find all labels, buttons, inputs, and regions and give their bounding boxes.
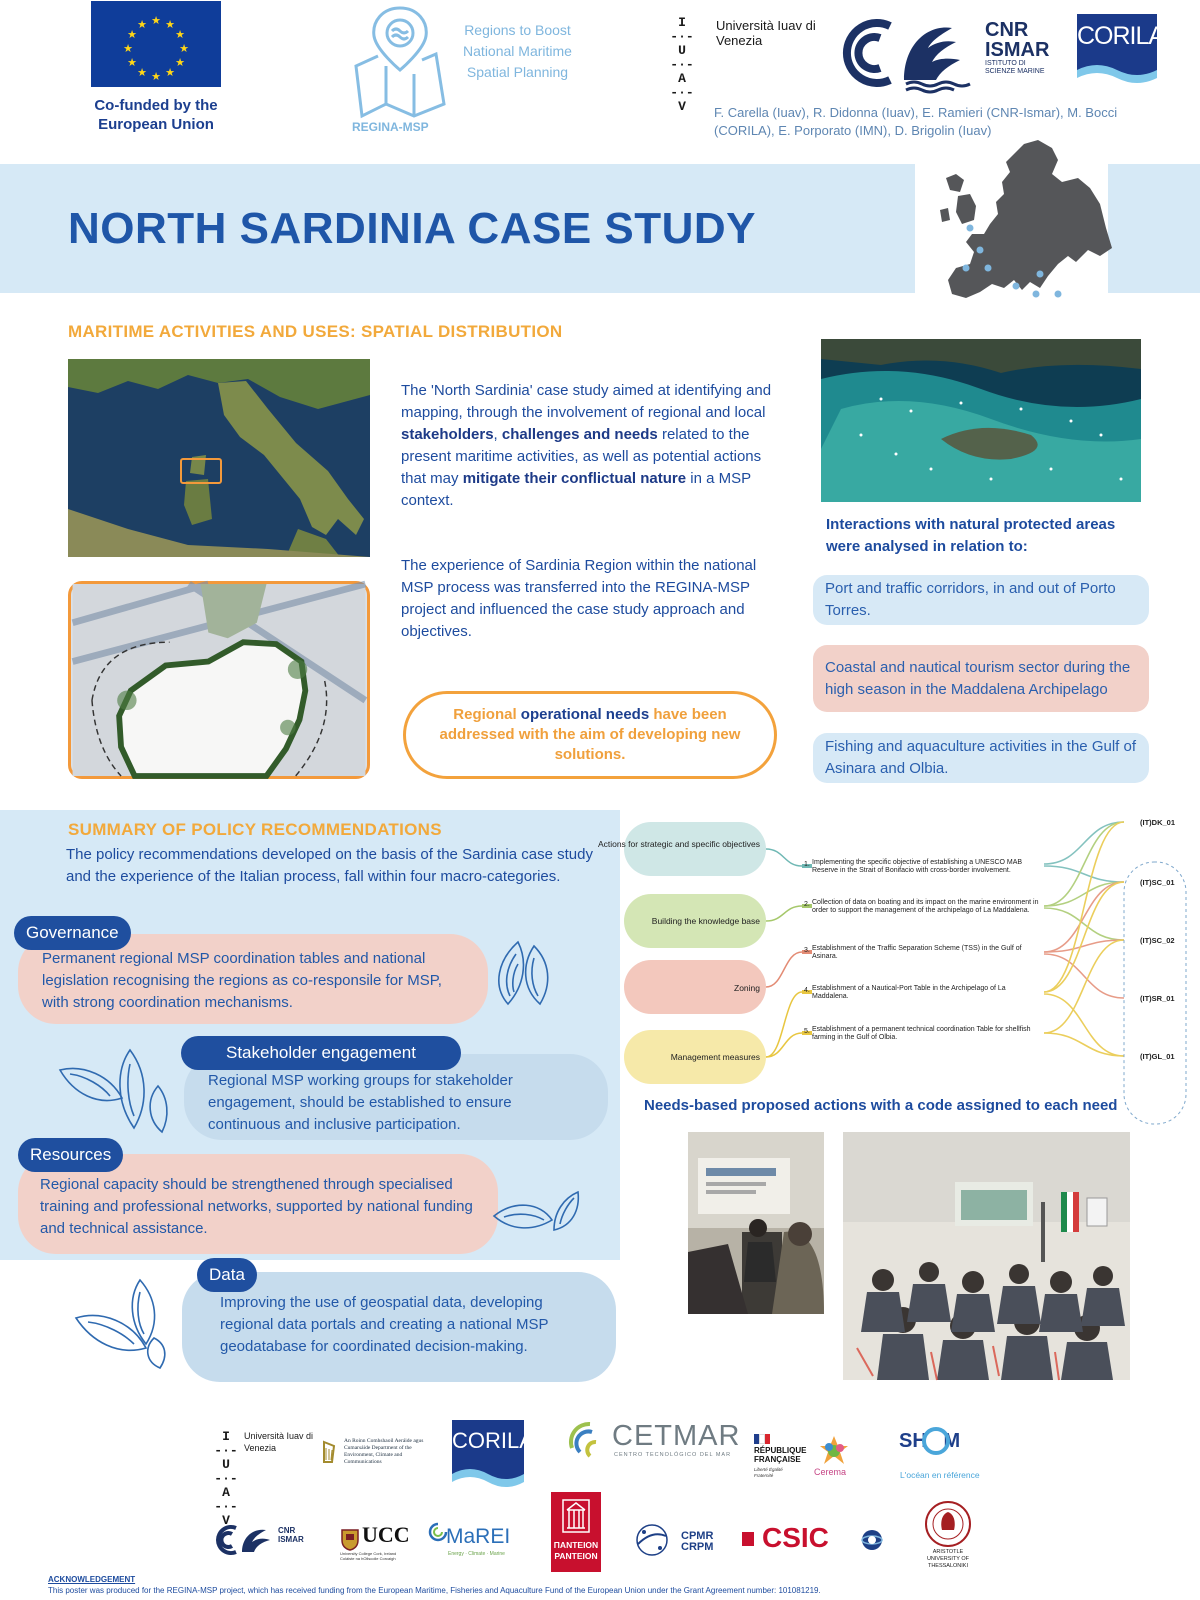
corila-footer-wordmark: CORILA [452,1428,534,1453]
shom-tagline: L'océan en référence [900,1470,980,1480]
auth-name: ARISTOTLE UNIVERSITY OF THESSALONIKI [926,1549,970,1569]
panteion-logo [551,1492,601,1572]
svg-text:★: ★ [127,56,137,69]
needs-actions-diagram [597,818,1190,1126]
need-code: (IT)GL_01 [1140,1052,1175,1061]
marei-wordmark: MaREI [446,1525,511,1548]
stakeholder-recommendation: Regional MSP working groups for stakeholder engagement, should be established to ensure continuous and inclusive participation. [184,1054,608,1140]
audience-photo [843,1132,1130,1380]
authors-list: F. Carella (Iuav), R. Didonna (Iuav), E. Ramieri (CNR-Ismar), M. Bocci (CORILA), E. Porporato (IMN), D. Brigolin (Iuav) [714,105,1118,138]
maddalena-archipelago-photo [821,339,1141,502]
panteion-wordmark: ΠΑΝΤΕΙΟΝ PANTEION [553,1540,599,1561]
europe-map-icon [940,138,1112,306]
shom-ring-icon [921,1422,951,1460]
action-number: 1. [804,861,810,868]
ucc-crest-icon [340,1528,360,1550]
eu-flag [91,1,221,87]
category-strategic-bg [624,822,766,876]
panteion-crest-icon [561,1498,591,1534]
policy-intro: The policy recommendations developed on the basis of the Sardinia case study and the experience of the Italian process, fall within four macro-categories. [66,846,593,885]
cpmr-wordmark: CPMR CRPM [681,1530,714,1553]
eu-cofunded-text: Co-funded by the European Union [94,97,218,133]
cetmar-subtitle: CENTRO TECNOLÓGICO DEL MAR [614,1452,732,1458]
policy-heading: SUMMARY OF POLICY RECOMMENDATIONS [68,820,442,839]
page-title: NORTH SARDINIA CASE STUDY [68,204,757,253]
acknowledgement-title: ACKNOWLEDGEMENT [48,1575,136,1584]
french-flag-icon [754,1434,770,1444]
need-code: (IT)SR_01 [1140,994,1175,1003]
leaf-decoration-icon [492,1190,582,1240]
csic-wordmark: CSIC [762,1522,829,1553]
cerema-logo-icon [818,1434,850,1466]
category-label: Management measures [670,1052,760,1062]
iuav-footer-logo-mark: I -·- U -·- A -·- V [214,1429,238,1528]
svg-text:★: ★ [165,66,175,79]
cnr-ismar-subtitle: ISTITUTO DI SCIENZE MARINE [985,60,1045,75]
corila-footer-logo [452,1420,534,1492]
action-text: Collection of data on boating and its impact on the marine environment in order to support the management of the archipelago of La Maddalena. [812,899,1039,914]
cpmr-logo-icon [632,1522,674,1558]
irish-department-name: An Roinn Comhshaoil Aeráide agus Cumarsáide Department of the Environment, Climate and Communications [344,1438,424,1465]
governance-recommendation: Permanent regional MSP coordination tables and national legislation recognising the regions as co-responsile for MSP, with strong coordination mechanisms. [18,934,488,1024]
category-label: Zoning [734,983,760,993]
svg-text:★: ★ [175,28,185,41]
italy-satellite-map [68,359,370,557]
republique-francaise-label: RÉPUBLIQUE FRANÇAISE [754,1446,807,1464]
category-label: Building the knowledge base [651,916,760,926]
need-code: (IT)DK_01 [1140,818,1176,827]
cnr-ismar-name: CNR ISMAR [985,19,1050,61]
svg-text:★: ★ [137,66,147,79]
sardinia-experience-paragraph: The experience of Sardinia Region within the national MSP process was transferred into the REGINA-MSP project and influenced the case study approach and objectives. [401,557,757,640]
resources-tag: Resources [18,1138,123,1172]
iuav-logo-mark: I -·- U -·- A -·- V [670,15,694,114]
resources-recommendation: Regional capacity should be strengthened through specialised training and professional networks, supported by national funding and technical assistance. [18,1154,498,1254]
marei-subtitle: Energy · Climate · Marine [448,1551,505,1557]
action-text: Establishment of a permanent technical coordination Table for shellfish farming in the Gulf of Olbia. [812,1026,1031,1041]
action-text: Establishment of the Traffic Separation Scheme (TSS) in the Gulf of Asinara. [812,945,1022,960]
auth-seal-icon [924,1500,972,1548]
ucc-subtitle: University College Cork, Ireland Coláiste na hOllscoile Corcaigh [340,1551,397,1561]
republique-motto: Liberté Égalité Fraternité [754,1467,783,1478]
regina-msp-label: REGINA-MSP [352,120,429,134]
svg-text:★: ★ [165,18,175,31]
category-label: Actions for strategic and specific objectives [597,839,760,849]
interaction-item: Port and traffic corridors, in and out of Porto Torres. [813,575,1149,625]
svg-text:★: ★ [151,70,161,83]
action-text: Establishment of a Nautical-Port Table in the Archipelago of La Maddalena. [812,985,1006,1000]
corila-logo [1077,14,1165,90]
interaction-item: Coastal and nautical tourism sector during the high season in the Maddalena Archipelago [813,645,1149,712]
governance-tag: Governance [14,916,131,950]
action-text: Implementing the specific objective of establishing a UNESCO MAB Reserve in the Strait of Bonifacio with cross-border involvement. [812,859,1023,874]
regina-logo-icon [352,4,452,116]
cetmar-wordmark: CETMAR [612,1420,741,1452]
leaf-decoration-icon [74,1278,174,1368]
title-band-right [1108,164,1200,293]
need-code: (IT)SC_02 [1140,936,1175,945]
csic-crest-icon [742,1532,754,1546]
corila-wordmark: CORILA [1077,22,1165,50]
svg-text:★: ★ [175,56,185,69]
cetmar-logo-icon [566,1418,612,1460]
cerema-wordmark: Cerema [814,1467,847,1477]
need-code: (IT)SC_01 [1140,878,1175,887]
operational-needs-callout: Regional operational needs have been addressed with the aim of developing new solutions. [403,691,777,779]
interaction-item: Fishing and aquaculture activities in the Gulf of Asinara and Olbia. [813,733,1149,783]
spatial-distribution-heading: MARITIME ACTIVITIES AND USES: SPATIAL DISTRIBUTION [68,322,563,341]
irish-harp-icon [320,1440,338,1464]
action-number: 5. [804,1028,810,1035]
action-number: 3. [804,947,810,954]
cnr-logo-icon [832,14,972,92]
case-study-intro-paragraph: The 'North Sardinia' case study aimed at identifying and mapping, through the involvement of regional and local stakeholders, challenges and needs related to the present maritime activities, as well as potential actions that may mitigate their conflictual nature in a MSP context. [401,382,772,509]
interactions-heading: Interactions with natural protected areas were analysed in relation to: [826,516,1116,555]
acknowledgement-text: This poster was produced for the REGINA-MSP project, which has received funding from the European Maritime, Fisheries and Aquaculture Fund of the European Union under the Grant Agreement number: 101081219. [48,1586,821,1595]
data-recommendation: Improving the use of geospatial data, developing regional data portals and creating a national MSP geodatabase for coordinated decision-making. [182,1272,616,1382]
corila-footer-wave-icon [452,1464,524,1492]
leaf-decoration-icon [488,940,560,1008]
cnr-footer-name: CNR ISMAR [278,1526,304,1544]
corila-wave-icon [1077,60,1157,90]
regina-tagline: Regions to Boost National Maritime Spatial Planning [463,22,572,80]
svg-text:★: ★ [137,18,147,31]
svg-text:★: ★ [127,28,137,41]
iuav-name: Università Iuav di Venezia [716,18,816,48]
stakeholder-engagement-tag: Stakeholder engagement [181,1036,461,1070]
diagram-caption: Needs-based proposed actions with a code assigned to each need [644,1097,1118,1114]
ucc-wordmark: UCC [362,1522,410,1547]
eu-stars-icon [91,1,221,87]
marei-swirl-icon [428,1522,448,1542]
action-number: 4. [804,987,810,994]
globe-logo-icon [860,1528,884,1552]
data-tag: Data [197,1258,257,1292]
leaf-decoration-icon [58,1046,170,1132]
cnr-footer-logo-icon [210,1524,272,1556]
svg-text:★: ★ [179,42,189,55]
north-sardinia-zoning-map [68,581,370,779]
svg-text:★: ★ [123,42,133,55]
action-number: 2. [804,901,810,908]
svg-text:★: ★ [151,14,161,27]
shom-wordmark: SH M [899,1430,961,1452]
iuav-footer-name: Università Iuav di Venezia [244,1431,314,1453]
speaker-photo [688,1132,824,1314]
